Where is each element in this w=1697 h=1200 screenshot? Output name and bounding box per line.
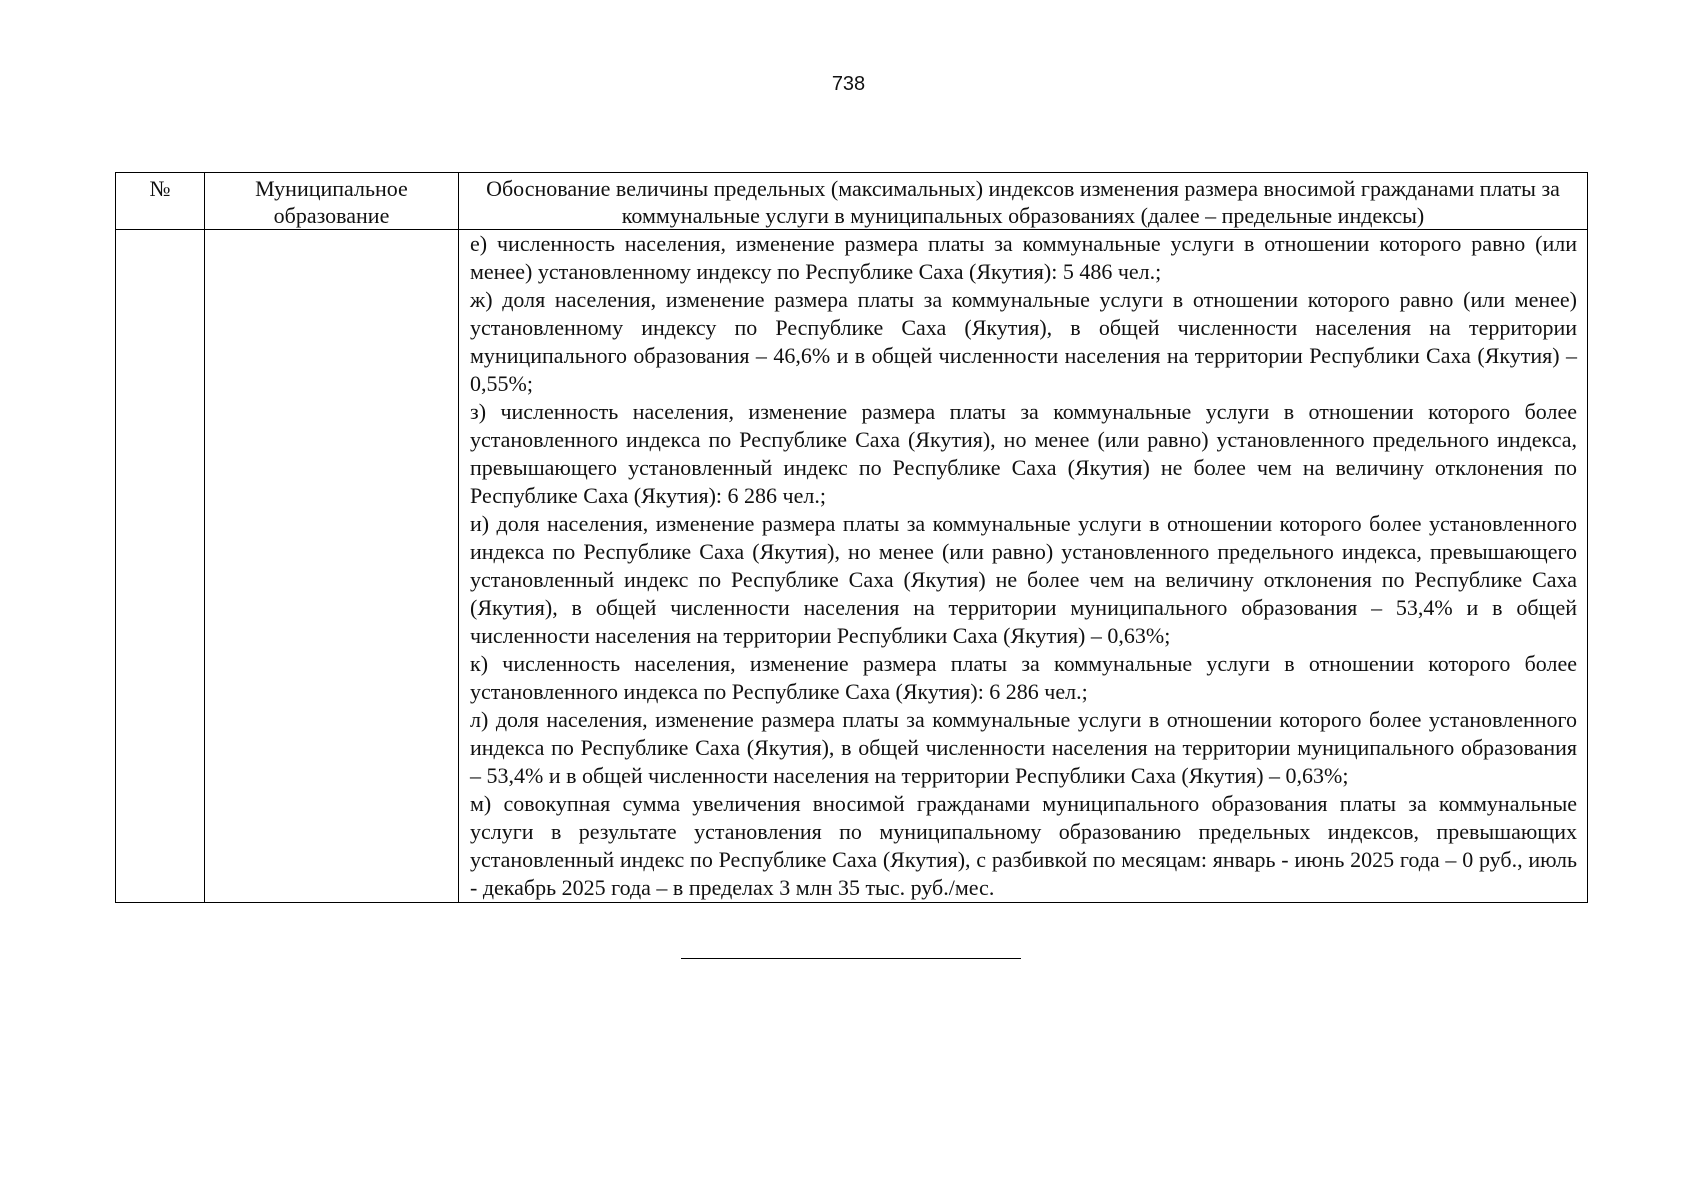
- header-justification: Обоснование величины предельных (максимальных) индексов изменения размера вносимой гражданами платы за коммунальные услуги в муниципальных образованиях (далее – предельные индексы): [459, 173, 1588, 230]
- list-item-m: м) совокупная сумма увеличения вносимой гражданами муниципального образования платы за коммунальные услуги в результате установления по муниципальному образованию предельных индексов, превышающих установленный индекс по Республике Саха (Якутия), с разбивкой по месяцам: январь - июнь 2025 года – 0 руб., июль - декабрь 2025 года – в пределах 3 млн 35 тыс. руб./мес.: [470, 791, 1577, 900]
- list-item-k: к) численность населения, изменение размера платы за коммунальные услуги в отношении которого более установленного индекса по Республике Саха (Якутия): 6 286 чел.;: [470, 651, 1577, 704]
- page-number: 738: [831, 73, 866, 95]
- list-item-l: л) доля населения, изменение размера платы за коммунальные услуги в отношении которого более установленного индекса по Республике Саха (Якутия), в общей численности населения на территории муниципального образования – 53,4% и в общей численности населения на территории Республики Саха (Якутия) – 0,63%;: [470, 707, 1577, 788]
- cell-number: [116, 230, 205, 903]
- table-row: [116, 230, 1588, 903]
- list-item-zh: ж) доля населения, изменение размера платы за коммунальные услуги в отношении которого равно (или менее) установленному индексу по Республике Саха (Якутия), в общей численности населения на территории муниципального образования – 46,6% и в общей численности населения на территории Республики Саха (Якутия) – 0,55%;: [470, 287, 1577, 396]
- list-item-e: е) численность населения, изменение размера платы за коммунальные услуги в отношении которого равно (или менее) установленному индексу по Республике Саха (Якутия): 5 486 чел.;: [470, 231, 1577, 284]
- header-number: №: [116, 173, 205, 230]
- cell-justification: [459, 230, 1588, 903]
- justification-table: [115, 172, 1588, 903]
- list-item-z: з) численность населения, изменение размера платы за коммунальные услуги в отношении которого более установленного индекса по Республике Саха (Якутия), но менее (или равно) установленного предельного индекса, превышающего установленный индекс по Республике Саха (Якутия) не более чем на величину отклонения по Республике Саха (Якутия): 6 286 чел.;: [470, 399, 1577, 508]
- header-municipality: Муниципальное образование: [205, 173, 459, 230]
- cell-municipality: [205, 230, 459, 903]
- table-header-row: [116, 173, 1588, 230]
- end-of-document-rule: [681, 958, 1021, 959]
- list-item-i: и) доля населения, изменение размера платы за коммунальные услуги в отношении которого более установленного индекса по Республике Саха (Якутия), но менее (или равно) установленного предельного индекса, превышающего установленный индекс по Республике Саха (Якутия) не более чем на величину отклонения по Республике Саха (Якутия), в общей численности населения на территории муниципального образования – 53,4% и в общей численности населения на территории Республики Саха (Якутия) – 0,63%;: [470, 511, 1577, 648]
